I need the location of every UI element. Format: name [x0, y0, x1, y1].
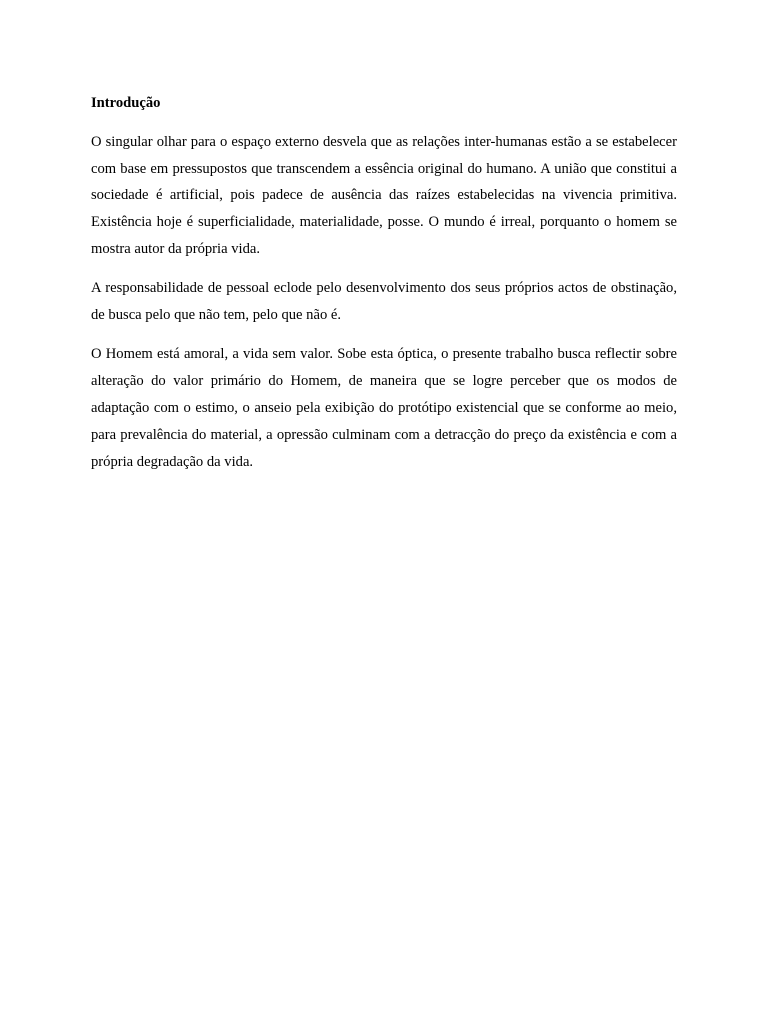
section-heading: Introdução	[91, 95, 161, 111]
paragraph-1: O singular olhar para o espaço externo desvela que as relações inter-humanas estão a se estabelecer com base em pressupostos que transcendem a essência original do humano. A união que constitui a sociedade é artificial, pois padece de ausência das raízes estabelecidas na vivencia primitiva. Existência hoje é superficialidade, materialidade, posse. O mundo é irreal, porquanto o homem se mostra autor da própria vida.	[91, 133, 677, 257]
paragraph-3: O Homem está amoral, a vida sem valor. Sobe esta óptica, o presente trabalho busca reflectir sobre alteração do valor primário do Homem, de maneira que se logre perceber que os modos de adaptação com o estimo, o anseio pela exibição do protótipo existencial que se conforme ao meio, para prevalência do material, a opressão culminam com a detracção do preço da existência e com a própria degradação da vida.	[91, 346, 677, 470]
paragraph-2: A responsabilidade de pessoal eclode pelo desenvolvimento dos seus próprios actos de obstinação, de busca pelo que não tem, pelo que não é.	[91, 280, 677, 324]
document-body	[91, 90, 677, 488]
